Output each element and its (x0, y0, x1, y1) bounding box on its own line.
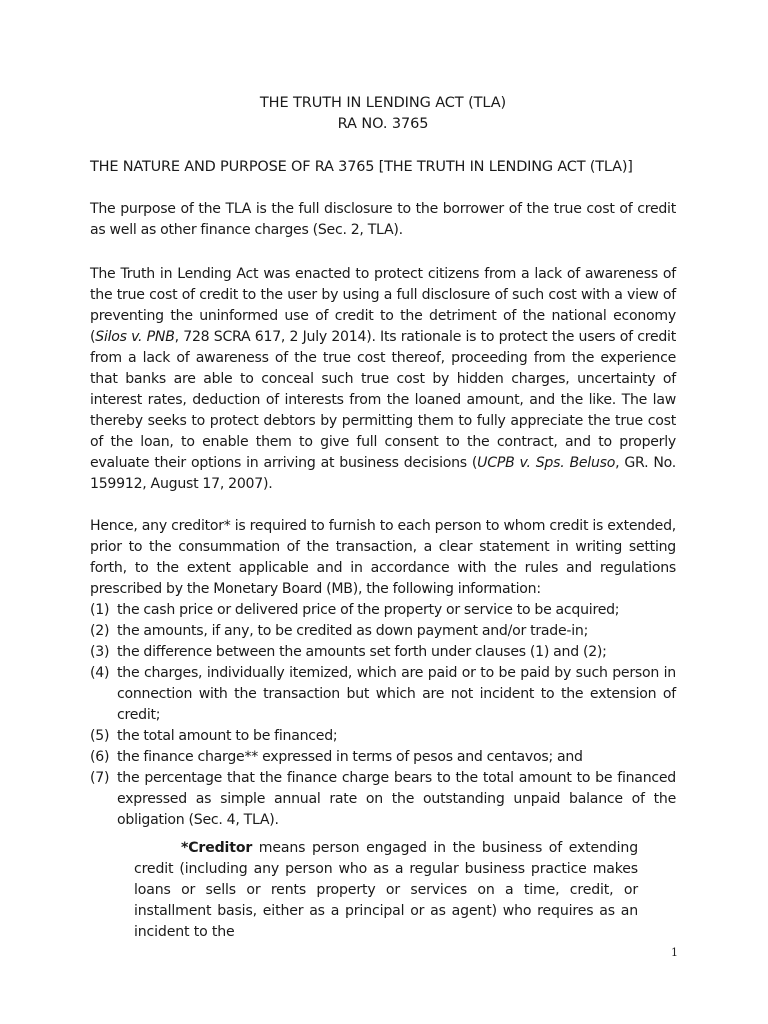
disclosure-list (90, 600, 676, 831)
list-item-number: (3) (90, 644, 110, 660)
list-item-text: the amounts, if any, to be credited as down payment and/or trade-in; (117, 623, 589, 639)
rationale-paragraph (90, 264, 676, 495)
rationale-text-3: , GR. No. 159912, August 17, 2007). (90, 455, 676, 492)
creditor-requirement-paragraph: Hence, any creditor* is required to furnish to each person to whom credit is extended, prior to the consummation of the transaction, a clear statement in writing setting forth, to the extent applicable and in accordance with the rules and regulations prescribed by the Monetary Board (MB), the following information: (90, 518, 676, 597)
list-item-number: (6) (90, 749, 110, 765)
creditor-term: *Creditor (181, 840, 253, 856)
list-item-text: the charges, individually itemized, which are paid or to be paid by such person in connection with the transaction but which are not incident to the extension of credit; (117, 665, 676, 723)
list-item (90, 747, 676, 768)
purpose-paragraph: The purpose of the TLA is the full disclosure to the borrower of the true cost of credit as well as other finance charges (Sec. 2, TLA). (90, 201, 676, 238)
list-item (90, 768, 676, 831)
list-item (90, 621, 676, 642)
list-item-number: (2) (90, 623, 110, 639)
list-item-number: (7) (90, 770, 110, 786)
section-heading: THE NATURE AND PURPOSE OF RA 3765 [THE TRUTH IN LENDING ACT (TLA)] (90, 159, 633, 175)
rationale-text-2: , 728 SCRA 617, 2 July 2014). Its rationale is to protect the users of credit from a lack of awareness of the true cost thereof, proceeding from the experience that banks are able to conceal such true cost by hidden charges, uncertainty of interest rates, deduction of interests from the loaned amount, and the like. The law thereby seeks to protect debtors by permitting them to fully appreciate the true cost of the loan, to enable them to give full consent to the contract, and to properly evaluate their options in arriving at business decisions ( (90, 329, 676, 471)
list-item-text: the cash price or delivered price of the property or service to be acquired; (117, 602, 620, 618)
document-title: THE TRUTH IN LENDING ACT (TLA) (259, 95, 507, 111)
list-item-text: the difference between the amounts set forth under clauses (1) and (2); (117, 644, 607, 660)
list-item (90, 663, 676, 726)
rationale-text-1: The Truth in Lending Act was enacted to protect citizens from a lack of awareness of the true cost of credit to the user by using a full disclosure of such cost with a view of preventing the uninformed use of credit to the detriment of the national economy ( (90, 266, 676, 345)
list-item-text: the percentage that the finance charge bears to the total amount to be financed expressed as simple annual rate on the outstanding unpaid balance of the obligation (Sec. 4, TLA). (117, 770, 676, 828)
list-item-number: (5) (90, 728, 110, 744)
list-item-text: the finance charge** expressed in terms of pesos and centavos; and (117, 749, 583, 765)
page-number: 1 (671, 946, 678, 959)
case-citation-silos: Silos v. PNB (95, 329, 175, 345)
creditor-definition-paragraph (134, 838, 638, 943)
document-page (90, 0, 676, 1024)
list-item-text: the total amount to be financed; (117, 728, 338, 744)
creditor-definition-text: means person engaged in the business of extending credit (including any person who as a regular business practice makes loans or sells or rents property or services on a time, credit, or installment basis, either as a principal or as agent) who requires as an incident to the (134, 840, 638, 940)
document-subtitle: RA NO. 3765 (337, 116, 429, 132)
list-item (90, 642, 676, 663)
list-item-number: (1) (90, 602, 110, 618)
list-item (90, 600, 676, 621)
case-citation-ucpb: UCPB v. Sps. Beluso (477, 455, 616, 471)
list-item (90, 726, 676, 747)
list-item-number: (4) (90, 665, 110, 681)
